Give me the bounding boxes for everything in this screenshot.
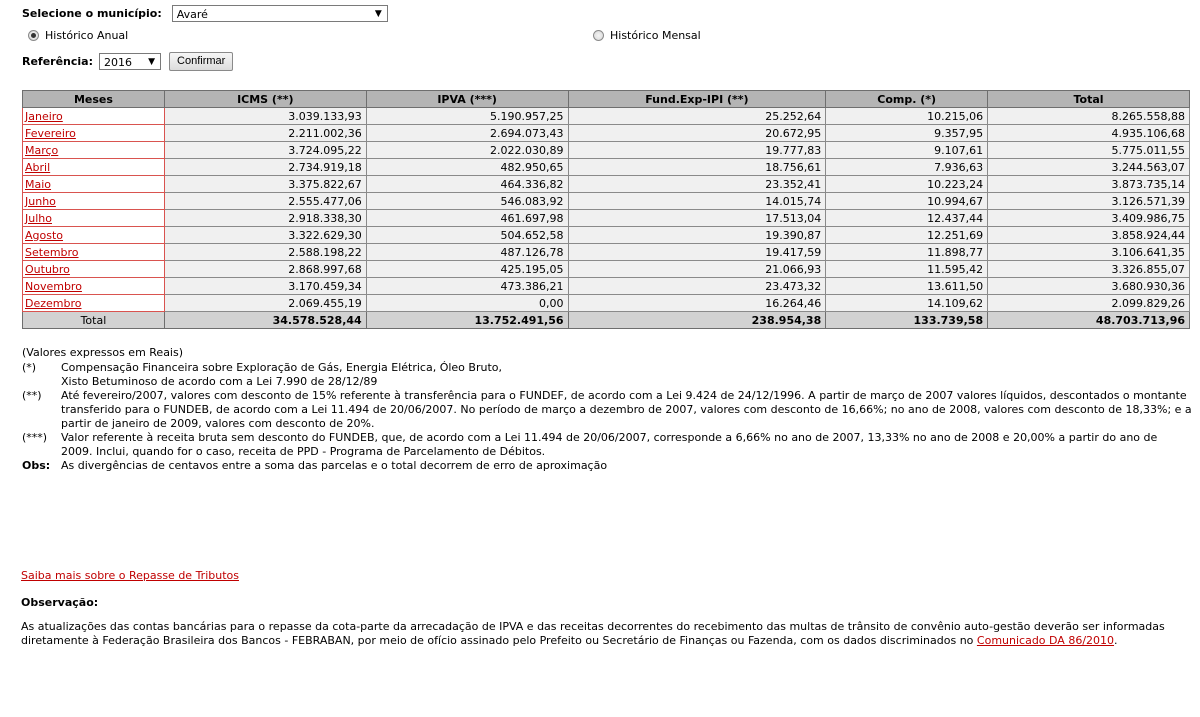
cell-icms: 2.918.338,30 xyxy=(164,210,366,227)
table-row xyxy=(23,108,1190,125)
month-cell xyxy=(23,210,165,227)
month-cell xyxy=(23,176,165,193)
cell-comp: 9.357,95 xyxy=(826,125,988,142)
cell-total: 3.409.986,75 xyxy=(988,210,1190,227)
cell-fund: 25.252,64 xyxy=(568,108,826,125)
cell-icms: 3.375.822,67 xyxy=(164,176,366,193)
cell-icms: 3.724.095,22 xyxy=(164,142,366,159)
cell-ipva: 473.386,21 xyxy=(366,278,568,295)
note-ipva xyxy=(22,431,1192,459)
radio-monthly[interactable] xyxy=(593,30,604,41)
reference-select[interactable] xyxy=(99,53,161,70)
total-comp: 133.739,58 xyxy=(826,312,988,329)
radio-annual-label: Histórico Anual xyxy=(45,29,129,42)
month-link[interactable]: Outubro xyxy=(25,262,70,276)
cell-fund: 16.264,46 xyxy=(568,295,826,312)
month-link[interactable]: Janeiro xyxy=(25,109,63,123)
cell-icms: 3.039.133,93 xyxy=(164,108,366,125)
cell-comp: 12.251,69 xyxy=(826,227,988,244)
header-total: Total xyxy=(988,91,1190,108)
month-cell xyxy=(23,108,165,125)
observation-end: . xyxy=(1114,634,1118,647)
month-link[interactable]: Maio xyxy=(25,177,52,191)
radio-monthly-option[interactable] xyxy=(593,29,701,42)
note-mark: (*) xyxy=(22,361,37,374)
cell-comp: 14.109,62 xyxy=(826,295,988,312)
table-row xyxy=(23,261,1190,278)
total-ipva: 13.752.491,56 xyxy=(366,312,568,329)
month-link[interactable]: Setembro xyxy=(25,245,79,259)
municipality-select[interactable] xyxy=(172,5,388,22)
note-text-line2: Xisto Betuminoso de acordo com a Lei 7.990 de 28/12/89 xyxy=(61,375,378,388)
total-fund: 238.954,38 xyxy=(568,312,826,329)
month-cell xyxy=(23,261,165,278)
cell-icms: 2.588.198,22 xyxy=(164,244,366,261)
cell-fund: 17.513,04 xyxy=(568,210,826,227)
note-icms xyxy=(22,389,1192,431)
radio-annual-option[interactable] xyxy=(28,29,128,42)
reference-value: 2016 xyxy=(104,55,133,69)
table-row xyxy=(23,278,1190,295)
cell-total: 3.244.563,07 xyxy=(988,159,1190,176)
month-link[interactable]: Dezembro xyxy=(25,296,82,310)
total-label: Total xyxy=(23,312,165,329)
cell-total: 3.106.641,35 xyxy=(988,244,1190,261)
comunicado-link[interactable]: Comunicado DA 86/2010 xyxy=(976,634,1115,647)
cell-ipva: 464.336,82 xyxy=(366,176,568,193)
cell-ipva: 546.083,92 xyxy=(366,193,568,210)
table-row xyxy=(23,244,1190,261)
dropdown-arrow-icon: ▼ xyxy=(148,56,156,67)
table-row xyxy=(23,176,1190,193)
cell-icms: 2.211.002,36 xyxy=(164,125,366,142)
header-ipva: IPVA (***) xyxy=(366,91,568,108)
cell-comp: 10.215,06 xyxy=(826,108,988,125)
month-cell xyxy=(23,125,165,142)
cell-ipva: 2.022.030,89 xyxy=(366,142,568,159)
total-icms: 34.578.528,44 xyxy=(164,312,366,329)
header-fund-exp-ipi: Fund.Exp-IPI (**) xyxy=(568,91,826,108)
table-row xyxy=(23,142,1190,159)
municipality-label: Selecione o município: xyxy=(22,6,162,20)
notes-section xyxy=(22,346,1192,473)
cell-comp: 10.223,24 xyxy=(826,176,988,193)
observation-title: Observação: xyxy=(21,596,99,609)
table-row xyxy=(23,193,1190,210)
observation-text xyxy=(21,620,1171,648)
note-obs xyxy=(22,459,1192,473)
history-radio-group xyxy=(28,29,748,47)
cell-comp: 13.611,50 xyxy=(826,278,988,295)
month-cell xyxy=(23,244,165,261)
note-mark: Obs: xyxy=(22,459,51,472)
cell-ipva: 425.195,05 xyxy=(366,261,568,278)
cell-fund: 23.352,41 xyxy=(568,176,826,193)
table-header-row xyxy=(23,91,1190,108)
header-comp: Comp. (*) xyxy=(826,91,988,108)
cell-comp: 10.994,67 xyxy=(826,193,988,210)
cell-total: 8.265.558,88 xyxy=(988,108,1190,125)
municipality-value: Avaré xyxy=(176,7,208,21)
cell-total: 3.680.930,36 xyxy=(988,278,1190,295)
month-cell xyxy=(23,193,165,210)
municipality-row xyxy=(22,3,388,23)
month-link[interactable]: Agosto xyxy=(25,228,64,242)
cell-ipva: 5.190.957,25 xyxy=(366,108,568,125)
learn-more-link[interactable]: Saiba mais sobre o Repasse de Tributos xyxy=(21,569,239,582)
units-note: (Valores expressos em Reais) xyxy=(22,346,184,359)
note-text: As divergências de centavos entre a soma das parcelas e o total decorrem de erro de aproximação xyxy=(61,459,608,472)
month-link[interactable]: Julho xyxy=(25,211,52,225)
cell-fund: 19.777,83 xyxy=(568,142,826,159)
note-comp xyxy=(22,361,1192,389)
cell-fund: 20.672,95 xyxy=(568,125,826,142)
month-cell xyxy=(23,227,165,244)
table-body xyxy=(23,108,1190,312)
cell-ipva: 0,00 xyxy=(366,295,568,312)
header-months: Meses xyxy=(23,91,165,108)
month-cell xyxy=(23,159,165,176)
reference-label: Referência: xyxy=(22,54,94,68)
table-row xyxy=(23,210,1190,227)
radio-monthly-label: Histórico Mensal xyxy=(610,29,701,42)
cell-total: 3.126.571,39 xyxy=(988,193,1190,210)
table-total-row xyxy=(23,312,1190,329)
month-cell xyxy=(23,142,165,159)
month-link[interactable]: Abril xyxy=(25,160,51,174)
cell-fund: 18.756,61 xyxy=(568,159,826,176)
cell-comp: 11.595,42 xyxy=(826,261,988,278)
cell-total: 5.775.011,55 xyxy=(988,142,1190,159)
month-cell xyxy=(23,295,165,312)
radio-annual[interactable] xyxy=(28,30,39,41)
cell-ipva: 2.694.073,43 xyxy=(366,125,568,142)
cell-icms: 2.734.919,18 xyxy=(164,159,366,176)
cell-comp: 9.107,61 xyxy=(826,142,988,159)
confirm-button[interactable]: Confirmar xyxy=(169,52,233,71)
cell-ipva: 487.126,78 xyxy=(366,244,568,261)
cell-fund: 21.066,93 xyxy=(568,261,826,278)
note-mark: (**) xyxy=(22,389,42,402)
month-link[interactable]: Novembro xyxy=(25,279,82,293)
cell-icms: 3.322.629,30 xyxy=(164,227,366,244)
reference-row xyxy=(22,51,233,71)
month-link[interactable]: Junho xyxy=(25,194,56,208)
table-row xyxy=(23,227,1190,244)
cell-comp: 11.898,77 xyxy=(826,244,988,261)
cell-ipva: 504.652,58 xyxy=(366,227,568,244)
cell-total: 4.935.106,68 xyxy=(988,125,1190,142)
cell-total: 2.099.829,26 xyxy=(988,295,1190,312)
cell-fund: 14.015,74 xyxy=(568,193,826,210)
cell-icms: 2.069.455,19 xyxy=(164,295,366,312)
cell-ipva: 482.950,65 xyxy=(366,159,568,176)
cell-fund: 23.473,32 xyxy=(568,278,826,295)
table-row xyxy=(23,295,1190,312)
total-total: 48.703.713,96 xyxy=(988,312,1190,329)
cell-fund: 19.390,87 xyxy=(568,227,826,244)
month-cell xyxy=(23,278,165,295)
cell-total: 3.873.735,14 xyxy=(988,176,1190,193)
note-text: Valor referente à receita bruta sem desconto do FUNDEB, que, de acordo com a Lei 11.494 de 20/06/2007, corresponde a 6,66% no ano de 2007, 13,33% no ano de 2008 e 20,00% a partir do ano de 2009. Inclui, quando for o caso, receita de PPD - Programa de Parcelamento de Débitos. xyxy=(61,431,1158,458)
cell-total: 3.858.924,44 xyxy=(988,227,1190,244)
month-link[interactable]: Fevereiro xyxy=(25,126,76,140)
note-text: Até fevereiro/2007, valores com desconto de 15% referente à transferência para o FUNDEF, de acordo com a Lei 9.424 de 24/12/1996. A partir de março de 2007 valores líquidos, descontados o montante transferido para o FUNDEB, de acordo com a Lei 11.494 de 20/06/2007. No período de março a dezembro de 2007, valores com desconto de 16,66%; no ano de 2008, valores com desconto de 18,33%; e a partir de janeiro de 2009, valores com desconto de 20%. xyxy=(61,389,1192,430)
note-text: Compensação Financeira sobre Exploração de Gás, Energia Elétrica, Óleo Bruto, xyxy=(61,361,502,374)
cell-ipva: 461.697,98 xyxy=(366,210,568,227)
cell-comp: 12.437,44 xyxy=(826,210,988,227)
month-link[interactable]: Março xyxy=(25,143,59,157)
revenue-table xyxy=(22,90,1190,329)
table-row xyxy=(23,159,1190,176)
table-row xyxy=(23,125,1190,142)
header-icms: ICMS (**) xyxy=(164,91,366,108)
observation-body: As atualizações das contas bancárias para o repasse da cota-parte da arrecadação de IPVA e das receitas decorrentes do recebimento das multas de trânsito de convênio auto-gestão deverão ser informadas diretamente à Federação Brasileira dos Bancos - FEBRABAN, por meio de ofício assinado pelo Prefeito ou Secretário de Finanças ou Fazenda, com os dados discriminados no xyxy=(21,620,1165,647)
cell-icms: 3.170.459,34 xyxy=(164,278,366,295)
cell-comp: 7.936,63 xyxy=(826,159,988,176)
dropdown-arrow-icon: ▼ xyxy=(374,8,382,19)
cell-total: 3.326.855,07 xyxy=(988,261,1190,278)
cell-icms: 2.555.477,06 xyxy=(164,193,366,210)
cell-fund: 19.417,59 xyxy=(568,244,826,261)
note-mark: (***) xyxy=(22,431,48,444)
cell-icms: 2.868.997,68 xyxy=(164,261,366,278)
